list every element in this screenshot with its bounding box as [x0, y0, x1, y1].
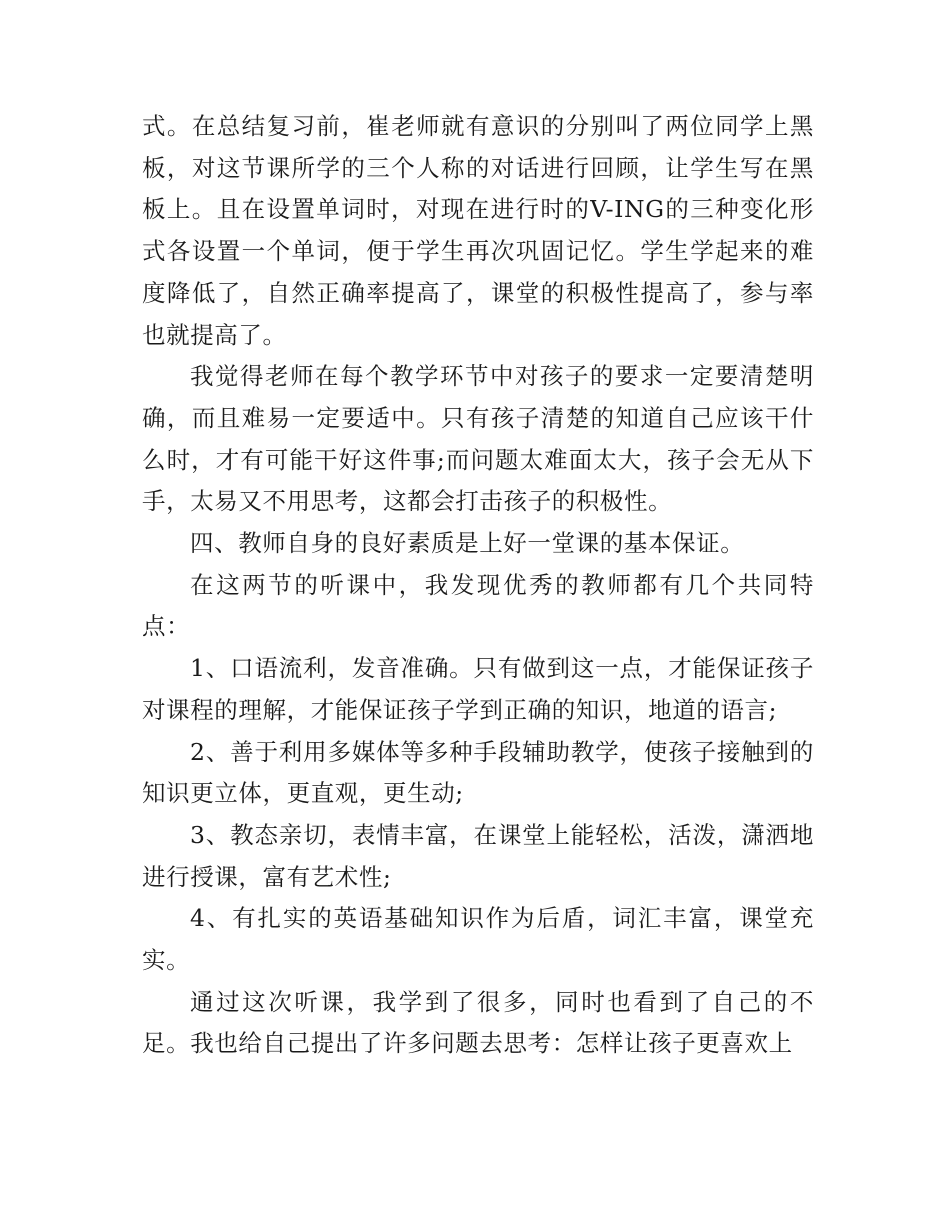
paragraph-common-traits-intro: 在这两节的听课中，我发现优秀的教师都有几个共同特点：: [142, 570, 814, 641]
paragraph-reflection: 通过这次听课，我学到了很多，同时也看到了自己的不足。我也给自己提出了许多问题去思考：怎样让孩子更喜欢上: [142, 987, 814, 1058]
list-item-trait-4: 4、有扎实的英语基础知识作为后盾，词汇丰富，课堂充实。: [142, 904, 814, 975]
list-item-trait-1: 1、口语流利，发音准确。只有做到这一点，才能保证孩子对课程的理解，才能保证孩子学到正确的知识，地道的语言;: [142, 654, 814, 724]
paragraph-clear-requirements: 我觉得老师在每个教学环节中对孩子的要求一定要清楚明确，而且难易一定要适中。只有孩子清楚的知道自己应该干什么时，才有可能干好这件事;而问题太难面太大，孩子会无从下手，太易又不用思考，这都会打击孩子的积极性。: [142, 362, 814, 516]
list-item-trait-2: 2、善于利用多媒体等多种手段辅助教学，使孩子接触到的知识更立体，更直观，更生动;: [142, 737, 814, 808]
paragraph-continuation: 式。在总结复习前，崔老师就有意识的分别叫了两位同学上黑板，对这节课所学的三个人称的对话进行回顾，让学生写在黑板上。且在设置单词时，对现在进行时的V-ING的三种变化形式各设置一个单词，便于学生再次巩固记忆。学生学起来的难度降低了，自然正确率提高了，课堂的积极性提高了，参与率也就提高了。: [142, 112, 814, 349]
document-body: [142, 106, 814, 1065]
section-heading-teacher-quality: 四、教师自身的良好素质是上好一堂课的基本保证。: [190, 529, 745, 558]
list-item-trait-3: 3、教态亲切，表情丰富，在课堂上能轻松，活泼，潇洒地进行授课，富有艺术性;: [142, 820, 814, 891]
